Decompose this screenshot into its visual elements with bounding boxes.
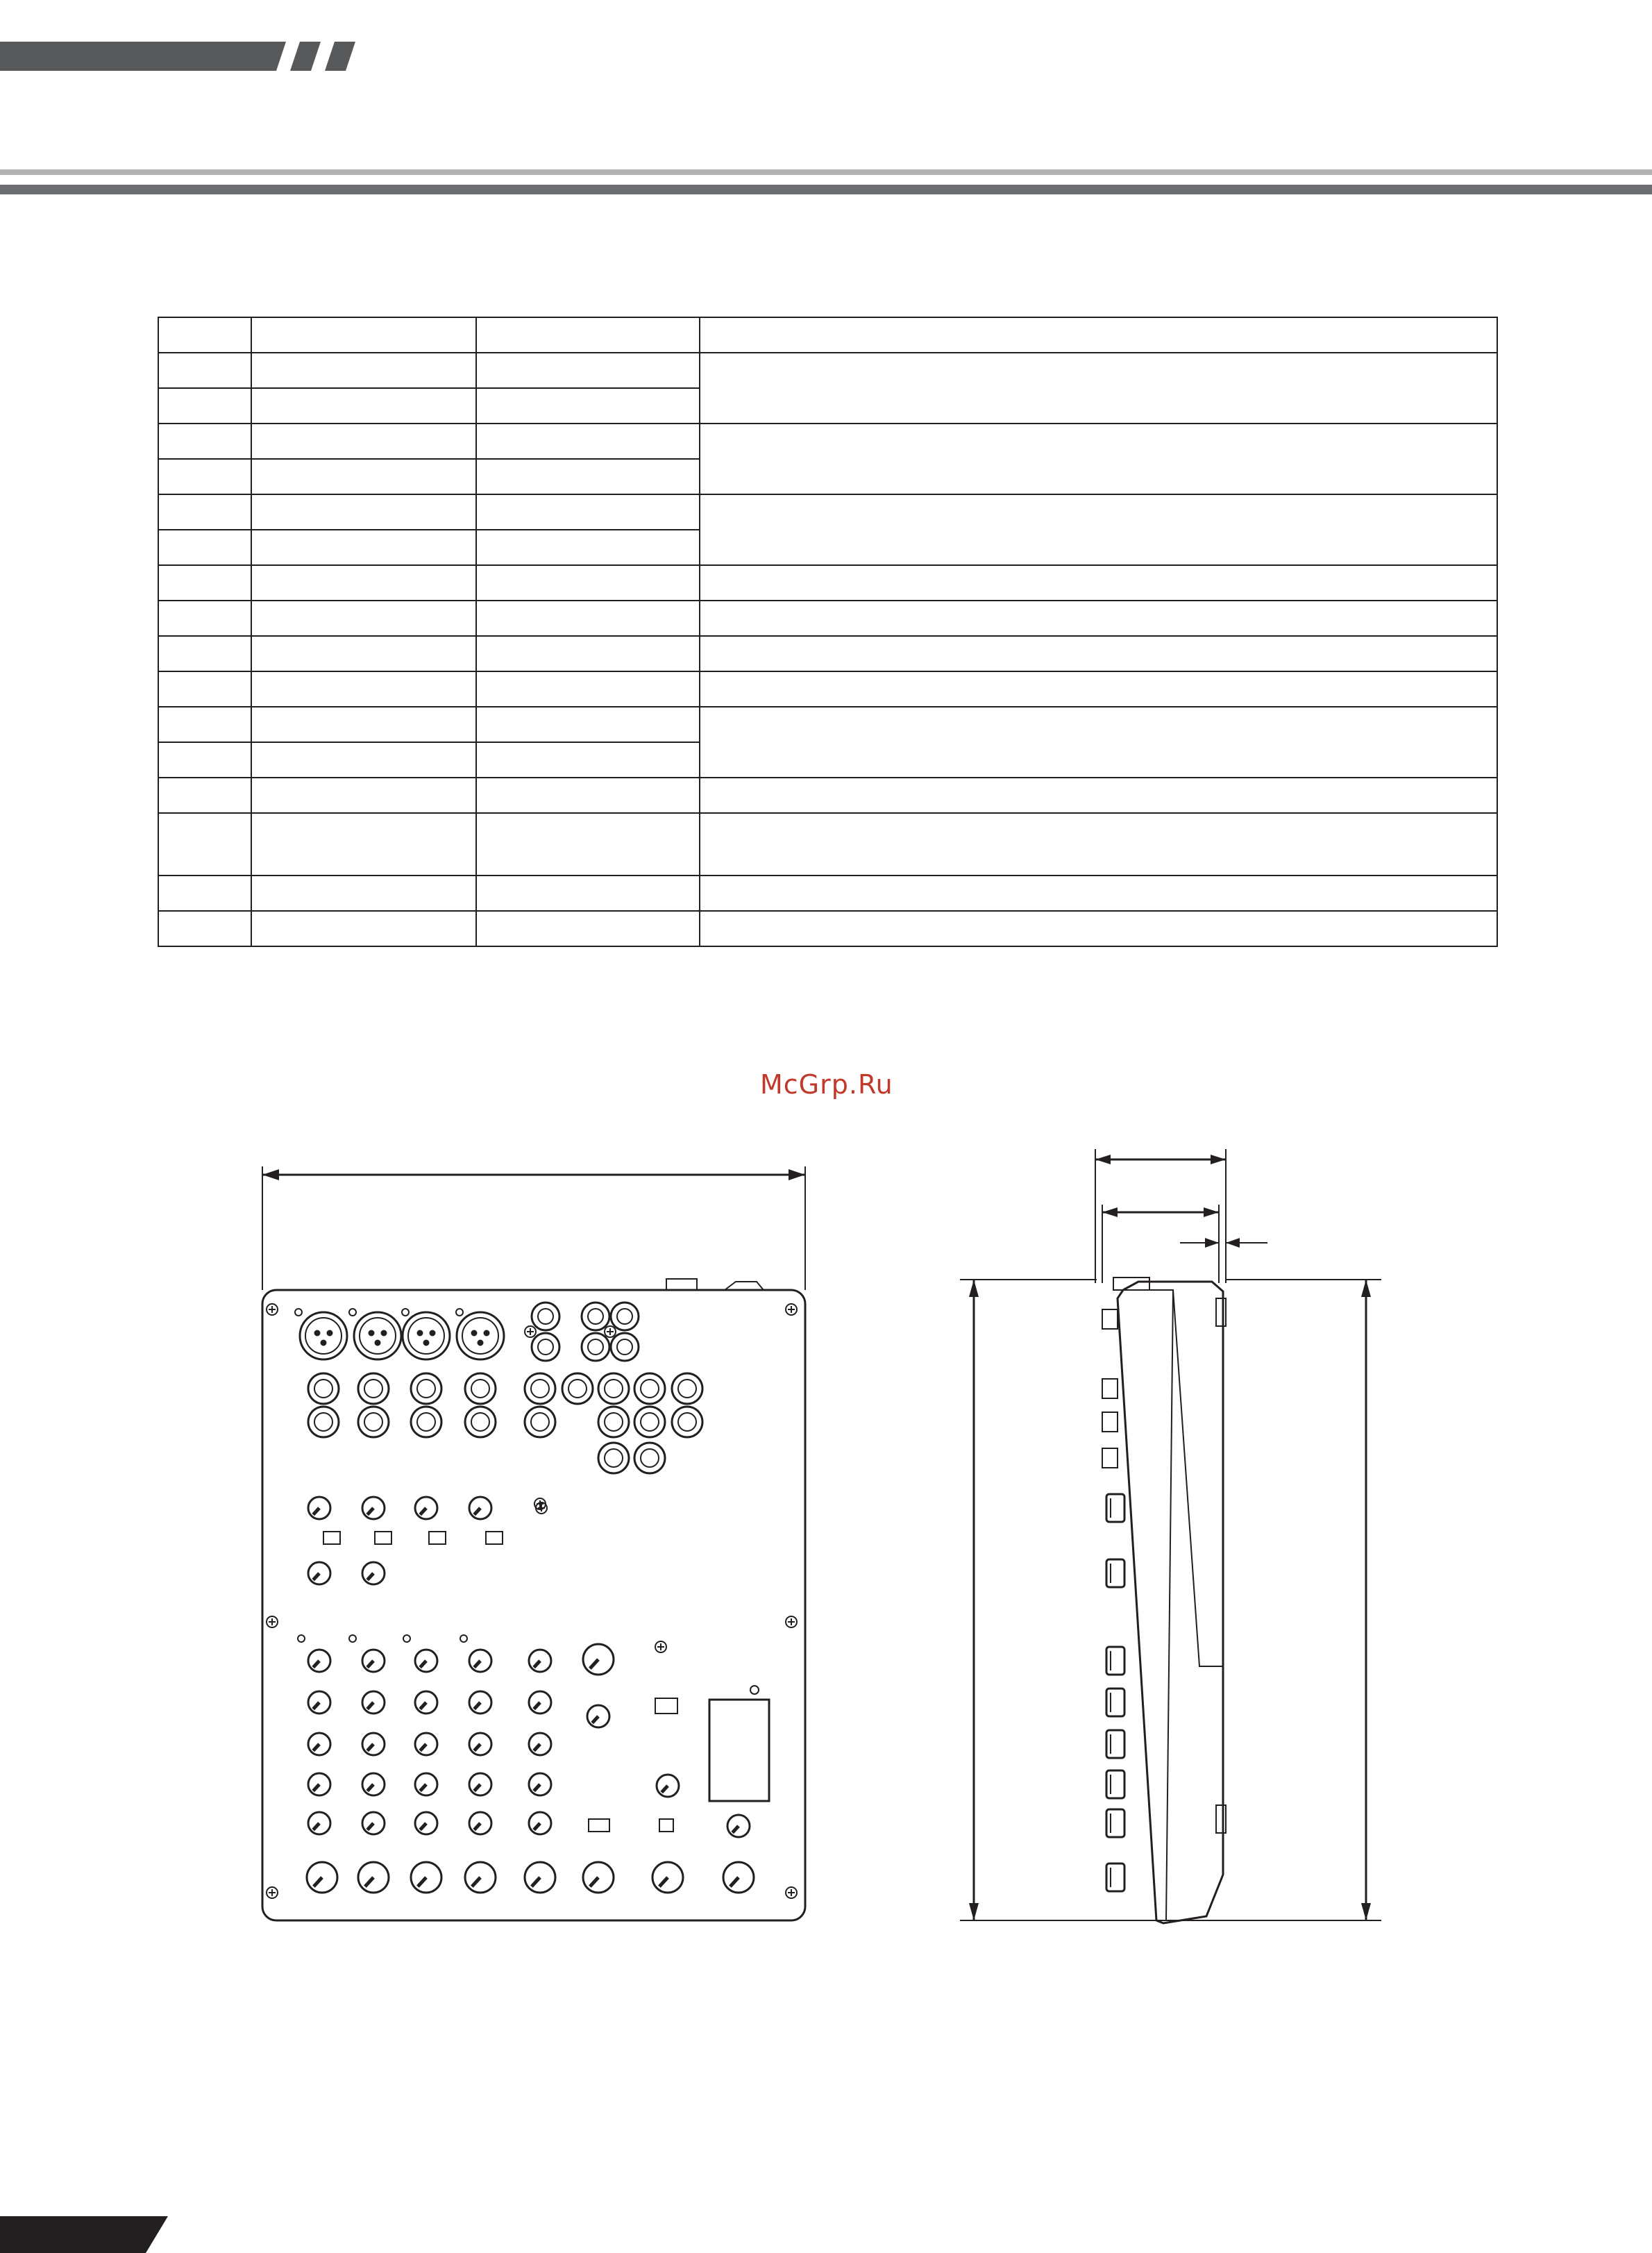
table-cell: [251, 742, 476, 778]
rotary-knob-icon: [415, 1733, 437, 1755]
table-cell: [158, 459, 251, 494]
table-cell: [476, 565, 700, 601]
mounting-screw-icon: [349, 1309, 356, 1316]
table-cell: [158, 601, 251, 636]
table-cell: [700, 565, 1497, 601]
phone-jack-icon: [465, 1373, 496, 1404]
led-icon: [460, 1635, 467, 1642]
table-cell: [700, 911, 1497, 946]
dimension-arrow-icon: [1211, 1155, 1226, 1164]
phone-jack-icon: [634, 1407, 665, 1437]
rca-jack-icon: [611, 1303, 639, 1330]
watermark: McGrp.Ru: [760, 1069, 893, 1100]
table-cell: [700, 876, 1497, 911]
rotary-knob-icon: [529, 1733, 551, 1755]
mounting-screw-icon: [786, 1616, 797, 1627]
rotary-knob-icon: [415, 1691, 437, 1714]
table-cell: [476, 388, 700, 424]
rotary-knob-icon: [308, 1562, 330, 1584]
rotary-knob-icon: [1106, 1647, 1124, 1675]
table-cell: [700, 494, 1497, 565]
mounting-screw-icon: [267, 1887, 278, 1898]
table-cell: [476, 494, 700, 530]
table-cell: [700, 601, 1497, 636]
table-cell: [476, 876, 700, 911]
switch-icon: [323, 1532, 340, 1544]
phone-jack-icon: [358, 1407, 389, 1437]
switch-icon: [486, 1532, 503, 1544]
mounting-screw-icon: [605, 1326, 616, 1337]
dimension-arrow-icon: [789, 1169, 805, 1180]
table-cell: [700, 778, 1497, 813]
led-icon: [298, 1635, 305, 1642]
rotary-knob-icon: [469, 1691, 491, 1714]
table-cell: [251, 911, 476, 946]
table-cell: [251, 530, 476, 565]
table-cell: [158, 353, 251, 388]
table-cell: [476, 459, 700, 494]
rotary-knob-icon: [469, 1812, 491, 1834]
rotary-knob-icon: [362, 1497, 385, 1519]
rotary-knob-icon: [469, 1773, 491, 1795]
table-cell: [251, 671, 476, 707]
table-row: [158, 424, 1497, 459]
mounting-screw-icon: [525, 1326, 536, 1337]
phone-jack-icon: [598, 1443, 629, 1473]
switch-icon: [429, 1532, 446, 1544]
table-cell: [158, 494, 251, 530]
rotary-knob-icon: [657, 1775, 679, 1797]
mounting-screw-icon: [402, 1309, 409, 1316]
table-cell: [158, 636, 251, 671]
table-row: [158, 911, 1497, 946]
dimension-arrow-icon: [1102, 1207, 1118, 1217]
rotary-knob-icon: [469, 1650, 491, 1672]
dimension-arrow-icon: [262, 1169, 279, 1180]
table-cell: [251, 778, 476, 813]
table-cell: [251, 636, 476, 671]
phone-jack-icon: [634, 1443, 665, 1473]
table-cell: [251, 876, 476, 911]
table-cell: [476, 530, 700, 565]
rotary-knob-icon: [415, 1497, 437, 1519]
led-icon: [750, 1686, 759, 1694]
phone-jack-icon: [465, 1407, 496, 1437]
rotary-knob-icon: [465, 1862, 496, 1893]
phone-jack-icon: [525, 1407, 555, 1437]
xlr-jack-icon: [354, 1312, 401, 1359]
rotary-knob-icon: [469, 1497, 491, 1519]
table-cell: [476, 353, 700, 388]
rotary-knob-icon: [362, 1691, 385, 1714]
table-cell: [476, 424, 700, 459]
dimension-arrow-icon: [969, 1903, 979, 1920]
table-row: [158, 813, 1497, 876]
mixer-front-panel: [262, 1290, 805, 1920]
table-cell: [251, 388, 476, 424]
phone-jack-icon: [1102, 1379, 1118, 1398]
rotary-knob-icon: [469, 1733, 491, 1755]
table-cell: [158, 813, 251, 876]
dimension-arrow-icon: [1361, 1280, 1371, 1297]
rotary-knob-icon: [1106, 1863, 1124, 1891]
rca-jack-icon: [532, 1333, 559, 1361]
switch-icon: [375, 1532, 391, 1544]
rotary-knob-icon: [525, 1862, 555, 1893]
table-cell: [251, 424, 476, 459]
table-cell: [476, 813, 700, 876]
mounting-screw-icon: [655, 1641, 666, 1652]
table-cell: [476, 671, 700, 707]
table-cell: [251, 601, 476, 636]
table-row: [158, 565, 1497, 601]
phone-jack-icon: [598, 1373, 629, 1404]
table-cell: [700, 671, 1497, 707]
table-cell: [158, 388, 251, 424]
table-row: [158, 876, 1497, 911]
table-cell: [251, 459, 476, 494]
footer-bar: [0, 2216, 168, 2253]
phone-jack-icon: [672, 1407, 702, 1437]
table-cell: [700, 707, 1497, 778]
rotary-knob-icon: [583, 1862, 614, 1893]
switch-icon: [589, 1819, 609, 1832]
rotary-knob-icon: [362, 1812, 385, 1834]
rotary-knob-icon: [358, 1862, 389, 1893]
table-cell: [158, 424, 251, 459]
rca-jack-icon: [582, 1303, 609, 1330]
rotary-knob-icon: [362, 1773, 385, 1795]
mounting-screw-icon: [786, 1304, 797, 1315]
table-cell: [476, 601, 700, 636]
table-cell: [251, 813, 476, 876]
switch-icon: [655, 1698, 677, 1714]
rotary-knob-icon: [1106, 1559, 1124, 1587]
rotary-knob-icon: [308, 1733, 330, 1755]
rotary-knob-icon: [727, 1815, 750, 1837]
phone-jack-icon: [525, 1373, 555, 1404]
table-cell: [158, 671, 251, 707]
dimension-arrow-icon: [1204, 1207, 1219, 1217]
table-cell: [158, 317, 251, 353]
front-view-drawing: [262, 1166, 805, 1920]
table-cell: [158, 565, 251, 601]
table-cell: [476, 778, 700, 813]
table-cell: [158, 911, 251, 946]
rotary-knob-icon: [1106, 1770, 1124, 1798]
rotary-knob-icon: [1106, 1730, 1124, 1758]
led-icon: [403, 1635, 410, 1642]
table-cell: [251, 353, 476, 388]
mounting-screw-icon: [267, 1616, 278, 1627]
phone-jack-icon: [308, 1407, 339, 1437]
rotary-knob-icon: [415, 1650, 437, 1672]
rotary-knob-icon: [307, 1862, 337, 1893]
rotary-knob-icon: [529, 1773, 551, 1795]
dimension-arrow-icon: [1226, 1238, 1240, 1248]
table-cell: [700, 813, 1497, 876]
table-cell: [476, 742, 700, 778]
table-row: [158, 636, 1497, 671]
phone-jack-icon: [411, 1407, 441, 1437]
meter-window: [709, 1700, 769, 1801]
rotary-knob-icon: [529, 1650, 551, 1672]
table-cell: [251, 565, 476, 601]
rotary-knob-icon: [1106, 1689, 1124, 1716]
mounting-screw-icon: [267, 1304, 278, 1315]
table-cell: [476, 707, 700, 742]
table-cell: [251, 317, 476, 353]
table-cell: [476, 317, 700, 353]
table-cell: [158, 742, 251, 778]
rotary-knob-icon: [362, 1733, 385, 1755]
rotary-knob-icon: [308, 1773, 330, 1795]
table-cell: [158, 876, 251, 911]
rotary-knob-icon: [723, 1862, 754, 1893]
xlr-jack-icon: [300, 1312, 347, 1359]
table-cell: [700, 353, 1497, 424]
mounting-screw-icon: [295, 1309, 302, 1316]
rotary-knob-icon: [308, 1497, 330, 1519]
table-cell: [158, 707, 251, 742]
table-row: [158, 601, 1497, 636]
table-cell: [251, 494, 476, 530]
table-row: [158, 707, 1497, 742]
mounting-screw-icon: [456, 1309, 463, 1316]
table-cell: [476, 636, 700, 671]
rotary-knob-icon: [1106, 1494, 1124, 1522]
rotary-knob-icon: [411, 1862, 441, 1893]
table-cell: [158, 778, 251, 813]
table-cell: [700, 636, 1497, 671]
xlr-jack-icon: [403, 1312, 450, 1359]
table-cell: [251, 707, 476, 742]
rca-jack-icon: [611, 1333, 639, 1361]
table-cell: [476, 911, 700, 946]
table-cell: [700, 317, 1497, 353]
rotary-knob-icon: [529, 1812, 551, 1834]
rotary-knob-icon: [415, 1773, 437, 1795]
side-view-drawing: [960, 1149, 1381, 1923]
rotary-knob-icon: [415, 1812, 437, 1834]
dimension-arrow-icon: [969, 1280, 979, 1297]
rotary-knob-icon: [529, 1691, 551, 1714]
table-row: [158, 353, 1497, 388]
phone-jack-icon: [562, 1373, 593, 1404]
mounting-screw-icon: [786, 1887, 797, 1898]
dimension-arrow-icon: [1095, 1155, 1111, 1164]
rotary-knob-icon: [308, 1691, 330, 1714]
rotary-knob-icon: [1106, 1809, 1124, 1837]
rotary-knob-icon: [362, 1650, 385, 1672]
rotary-knob-icon: [652, 1862, 683, 1893]
phone-jack-icon: [1216, 1298, 1226, 1326]
rotary-knob-icon: [362, 1562, 385, 1584]
rule-light: [0, 169, 1652, 175]
dimension-arrow-icon: [1361, 1903, 1371, 1920]
spec-table: [158, 317, 1498, 947]
rca-jack-icon: [582, 1333, 609, 1361]
phone-jack-icon: [358, 1373, 389, 1404]
phone-jack-icon: [634, 1373, 665, 1404]
phone-jack-icon: [1102, 1412, 1118, 1432]
phone-jack-icon: [1216, 1805, 1226, 1833]
rca-jack-icon: [532, 1303, 559, 1330]
dimension-arrow-icon: [1205, 1238, 1219, 1248]
phone-jack-icon: [672, 1373, 702, 1404]
led-icon: [349, 1635, 356, 1642]
rule-dark: [0, 185, 1652, 194]
header-bar: [0, 42, 355, 71]
rotary-knob-icon: [583, 1644, 614, 1675]
table-row: [158, 494, 1497, 530]
table-row: [158, 671, 1497, 707]
phone-jack-icon: [1102, 1309, 1118, 1329]
phone-jack-icon: [308, 1373, 339, 1404]
table-cell: [700, 424, 1497, 494]
phone-jack-icon: [411, 1373, 441, 1404]
rotary-knob-icon: [308, 1812, 330, 1834]
switch-icon: [659, 1819, 673, 1832]
xlr-jack-icon: [457, 1312, 504, 1359]
rotary-knob-icon: [308, 1650, 330, 1672]
table-row: [158, 317, 1497, 353]
phone-jack-icon: [1102, 1448, 1118, 1468]
rotary-knob-icon: [587, 1705, 609, 1727]
table-cell: [158, 530, 251, 565]
table-row: [158, 778, 1497, 813]
phone-jack-icon: [598, 1407, 629, 1437]
